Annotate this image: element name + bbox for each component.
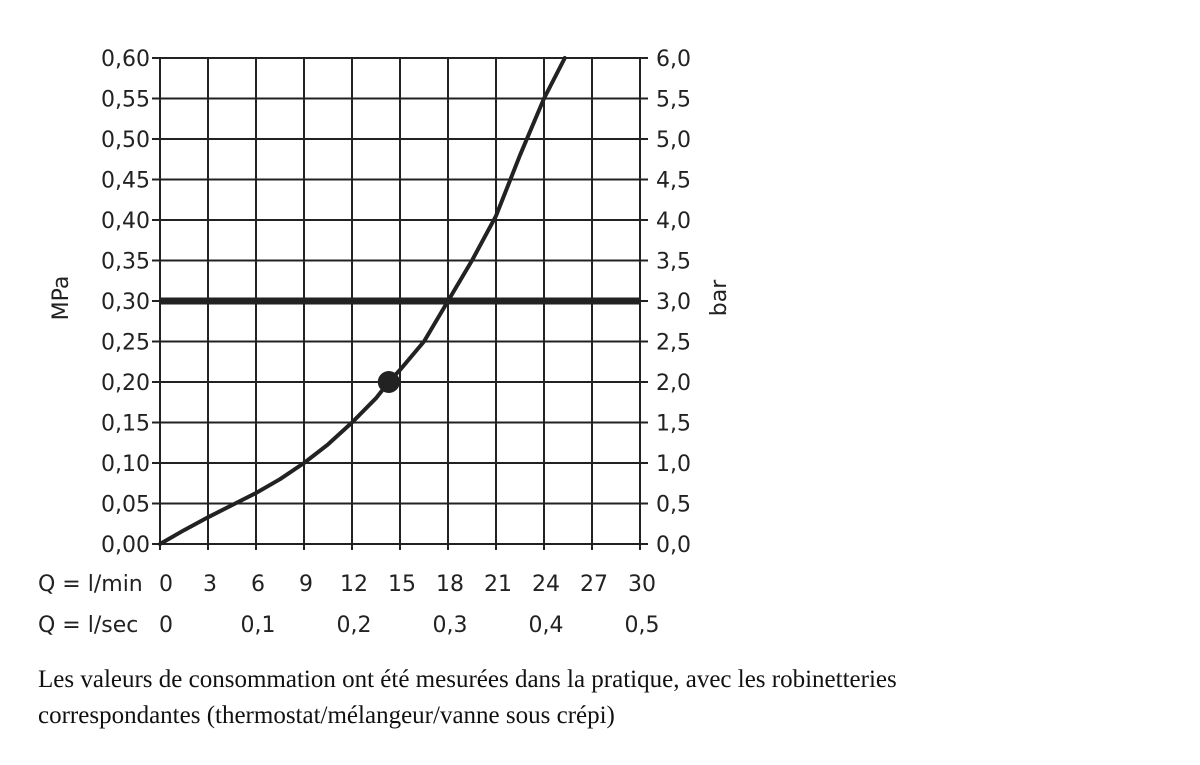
y-tick-label-left: 0,20 — [101, 371, 150, 396]
y-tick-label-right: 4,5 — [656, 168, 691, 194]
y-tick-label-right: 1,0 — [656, 452, 691, 477]
x-tick-label-lsec: 0,4 — [528, 613, 564, 638]
y-tick-label-right: 3,5 — [656, 249, 691, 275]
y-tick-label-right: 5,0 — [656, 128, 691, 153]
caption-line-2: correspondantes (thermostat/mélangeur/vanne sous crépi) — [38, 702, 615, 729]
y-tick-label-right: 5,5 — [656, 87, 691, 113]
x-tick-label-lsec: 0,3 — [432, 613, 468, 638]
x-tick-label-lmin: 21 — [484, 572, 512, 597]
x-ticks-lsec — [38, 613, 660, 638]
y-axis-title-right: bar — [707, 279, 732, 317]
x-ticks-lmin — [38, 572, 656, 597]
y-tick-label-left: 0,25 — [101, 330, 150, 356]
x-tick-label-lmin: 24 — [532, 572, 560, 597]
marker-point — [378, 371, 400, 393]
y-tick-label-right: 1,5 — [656, 411, 691, 437]
y-tick-label-left: 0,00 — [101, 533, 150, 558]
y-tick-label-right: 2,0 — [656, 371, 691, 396]
y-axis-title-left: MPa — [49, 275, 74, 321]
y-tick-label-right: 6,0 — [656, 47, 691, 72]
x-tick-label-lsec: 0,5 — [624, 613, 660, 638]
x-tick-label-lmin: 30 — [628, 572, 656, 597]
x-tick-label-lmin: 6 — [251, 572, 265, 597]
y-tick-label-left: 0,45 — [101, 168, 150, 194]
y-tick-label-left: 0,35 — [101, 249, 150, 275]
y-tick-label-left: 0,60 — [101, 47, 150, 72]
y-tick-label-left: 0,10 — [101, 452, 150, 477]
y-tick-label-right: 0,0 — [656, 533, 691, 558]
y-tick-label-right: 2,5 — [656, 330, 691, 356]
x-tick-label-lmin: 12 — [340, 572, 368, 597]
x-tick-label-lmin: 9 — [299, 572, 313, 597]
x-axis-label-lmin: Q = l/min — [38, 572, 143, 597]
y-tick-label-left: 0,05 — [101, 492, 150, 518]
x-tick-label-lmin: 3 — [203, 572, 217, 597]
y-tick-label-right: 3,0 — [656, 290, 691, 315]
x-axis-label-lsec: Q = l/sec — [38, 613, 139, 638]
caption-line-1: Les valeurs de consommation ont été mesurées dans la pratique, avec les robinetteries — [38, 666, 897, 693]
y-tick-label-left: 0,50 — [101, 128, 150, 153]
y-tick-label-right: 4,0 — [656, 209, 691, 234]
y-tick-label-left: 0,55 — [101, 87, 150, 113]
x-tick-label-lsec: 0,1 — [240, 613, 276, 638]
y-ticks-right — [656, 47, 691, 558]
caption — [38, 662, 1158, 734]
x-tick-label-lsec: 0,2 — [336, 613, 372, 638]
x-tick-label-lmin: 0 — [159, 572, 173, 597]
x-tick-label-lmin: 27 — [580, 572, 608, 597]
y-tick-label-left: 0,30 — [101, 290, 150, 315]
y-tick-label-right: 0,5 — [656, 492, 691, 518]
x-tick-label-lmin: 18 — [436, 572, 464, 597]
y-tick-label-left: 0,40 — [101, 209, 150, 234]
y-tick-label-left: 0,15 — [101, 411, 150, 437]
x-tick-label-lsec: 0 — [159, 613, 173, 638]
x-tick-label-lmin: 15 — [388, 572, 416, 597]
y-ticks-left — [101, 47, 150, 558]
